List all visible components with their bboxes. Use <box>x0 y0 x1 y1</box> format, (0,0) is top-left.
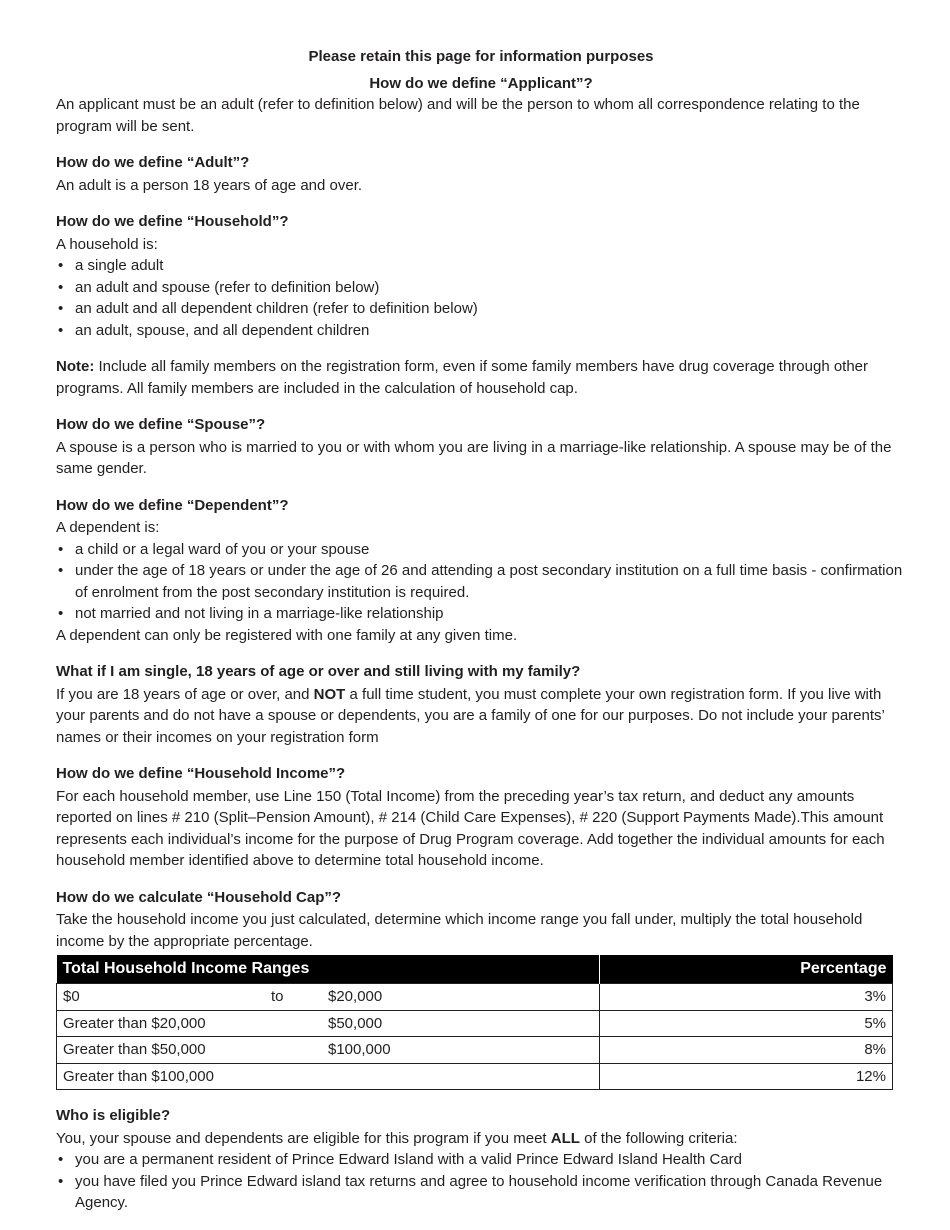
spouse-heading: How do we define “Spouse”? <box>56 416 266 433</box>
spouse-definition: A spouse is a person who is married to you or with whom you are living in a marriage-like relationship. A spouse may be of the same gender. <box>56 438 892 477</box>
list-item: • an adult and all dependent children (refer to definition below) <box>56 298 906 320</box>
range-cell <box>57 1010 600 1037</box>
spouse-section <box>56 414 906 480</box>
range-upper: $50,000 <box>328 1014 383 1032</box>
retain-notice: Please retain this page for information purposes <box>308 48 654 65</box>
household-cap-heading: How do we calculate “Household Cap”? <box>56 888 342 906</box>
table-row <box>57 1037 893 1064</box>
range-to: to <box>271 988 284 1005</box>
household-intro: A household is: <box>56 235 158 253</box>
list-item: • an adult, spouse, and all dependent children <box>56 320 906 342</box>
note-label: Note: <box>56 358 95 375</box>
dependent-footer: A dependent can only be registered with one family at any given time. <box>56 626 518 644</box>
list-item: • under the age of 18 years or under the age of 26 and attending a post secondary institution on a full time basis - confirmation of enrolment from the post secondary institution is required. <box>56 560 906 603</box>
table-header-row <box>57 955 893 984</box>
eligible-text-before: You, your spouse and dependents are eligible for this program if you meet <box>56 1129 551 1147</box>
note-text: Include all family members on the registration form, even if some family members have drug coverage through other programs. All family members are included in the calculation of household cap. <box>56 358 869 397</box>
adult-section <box>56 152 906 196</box>
dependent-list <box>56 539 906 625</box>
list-item: • not married and not living in a marriage-like relationship <box>56 603 906 625</box>
applicant-heading: How do we define “Applicant”? <box>369 74 593 92</box>
range-cell <box>57 1037 600 1064</box>
single-section <box>56 661 906 748</box>
dependent-heading: How do we define “Dependent”? <box>56 496 289 514</box>
income-range-table <box>56 955 893 1090</box>
single-text-after: a full time student, you must complete your own registration form. If you live with your parents and do not have a spouse or dependents, you are a family of one for our purposes. Do not include your parents’ names or their incomes on your registration form <box>56 685 885 746</box>
household-cap-text: Take the household income you just calculated, determine which income range you fall under, multiply the total household income by the appropriate percentage. <box>56 911 863 950</box>
range-upper: $100,000 <box>328 1041 391 1058</box>
range-from: Greater than $50,000 <box>63 1041 206 1058</box>
table-row <box>57 984 893 1011</box>
single-paragraph <box>56 684 906 749</box>
applicant-definition: An applicant must be an adult (refer to definition below) and will be the person to whom all correspondence relating to the program will be sent. <box>56 96 860 135</box>
table-row <box>57 1010 893 1037</box>
percentage-cell: 5% <box>600 1010 893 1037</box>
list-item: • you are a permanent resident of Prince Edward Island with a valid Prince Edward Island Health Card <box>56 1149 906 1171</box>
eligible-section <box>56 1105 906 1214</box>
single-text-bold: NOT <box>313 685 346 703</box>
adult-heading: How do we define “Adult”? <box>56 154 250 171</box>
list-item: • you have filed you Prince Edward island tax returns and agree to household income verification through Canada Revenue Agency. <box>56 1171 906 1214</box>
list-item: • a single adult <box>56 255 906 277</box>
household-section <box>56 211 906 341</box>
single-heading: What if I am single, 18 years of age or over and still living with my family? <box>56 663 581 680</box>
eligible-text-bold: ALL <box>550 1129 580 1147</box>
percentage-cell: 3% <box>600 984 893 1011</box>
range-from: Greater than $100,000 <box>63 1067 214 1085</box>
household-cap-section <box>56 887 906 953</box>
percentage-cell: 8% <box>600 1037 893 1064</box>
eligible-intro <box>56 1128 906 1150</box>
adult-definition: An adult is a person 18 years of age and over. <box>56 176 363 194</box>
header-percentage: Percentage <box>600 955 893 984</box>
household-heading: How do we define “Household”? <box>56 213 289 230</box>
list-item: • a child or a legal ward of you or your spouse <box>56 539 906 561</box>
note-paragraph <box>56 356 906 399</box>
dependent-section <box>56 495 906 647</box>
single-text-before: If you are 18 years of age or over, and <box>56 685 314 703</box>
range-from: Greater than $20,000 <box>63 1014 206 1032</box>
range-cell <box>57 1063 600 1090</box>
list-item: • an adult and spouse (refer to definition below) <box>56 277 906 299</box>
eligible-list <box>56 1149 906 1214</box>
household-list <box>56 255 906 341</box>
range-upper: $20,000 <box>328 988 383 1005</box>
range-from: $0 <box>63 988 80 1005</box>
eligible-heading: Who is eligible? <box>56 1107 171 1124</box>
note-section <box>56 356 906 399</box>
household-income-heading: How do we define “Household Income”? <box>56 765 346 782</box>
dependent-intro: A dependent is: <box>56 519 160 536</box>
table-row <box>57 1063 893 1090</box>
percentage-cell: 12% <box>600 1063 893 1090</box>
header-income-ranges: Total Household Income Ranges <box>57 955 600 984</box>
household-income-definition: For each household member, use Line 150 (Total Income) from the preceding year’s tax return, and deduct any amounts reported on lines # 210 (Split–Pension Amount), # 214 (Child Care Expenses), # 220 (Support Payments Made).This amount represents each individual’s income for the purpose of Drug Program coverage. Add together the individual amounts for each household member identified above to determine total household income. <box>56 787 885 869</box>
eligible-text-after: of the following criteria: <box>579 1129 738 1147</box>
household-income-section <box>56 763 906 872</box>
range-cell <box>57 984 600 1011</box>
